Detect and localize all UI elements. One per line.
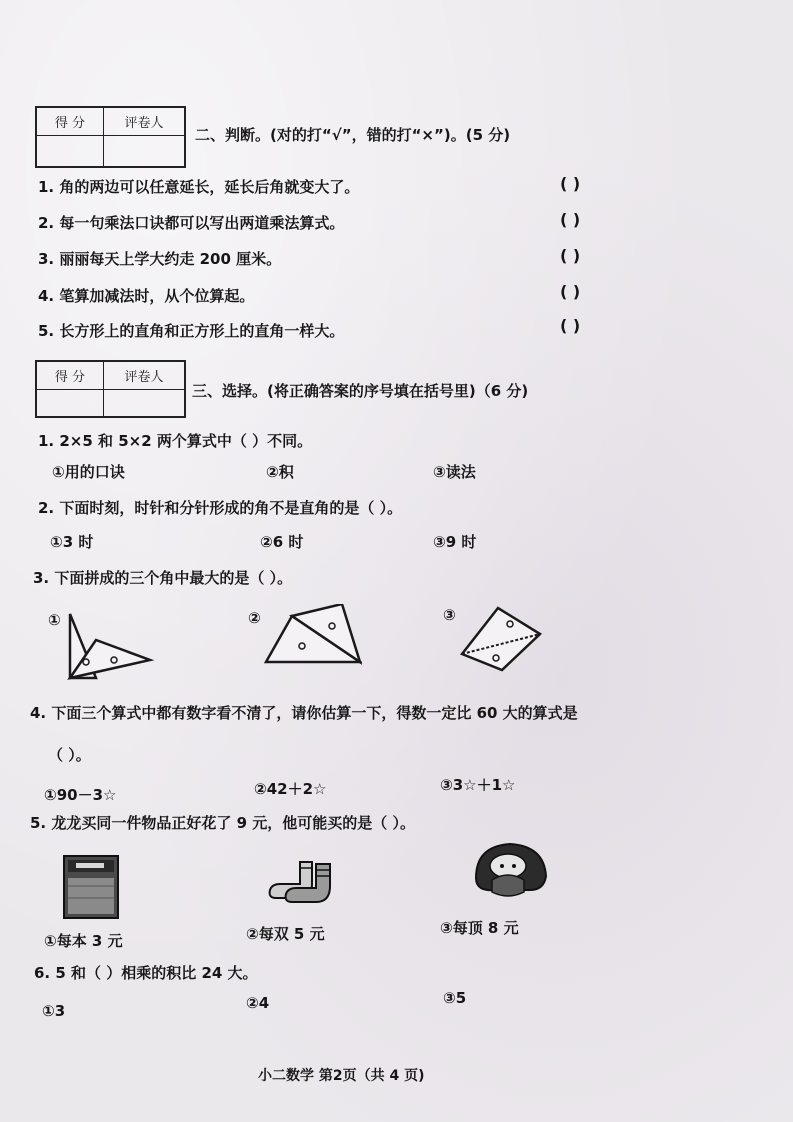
- q2-option-3[interactable]: ③9 时: [433, 533, 477, 551]
- q3-label-1[interactable]: ①: [48, 611, 61, 629]
- judge-question-2: 2. 每一句乘法口诀都可以写出两道乘法算式。: [38, 214, 345, 232]
- q6-option-1[interactable]: ①3: [42, 1002, 66, 1020]
- q4-option-2[interactable]: ②42＋2☆: [254, 780, 327, 798]
- triangle-set-angle-2: [262, 604, 362, 666]
- cap-icon: [468, 840, 550, 902]
- grader-cell[interactable]: [104, 389, 186, 417]
- q2-option-1[interactable]: ①3 时: [50, 533, 94, 551]
- choice-question-6: 6. 5 和（ ）相乘的积比 24 大。: [34, 964, 258, 982]
- q5-option-3[interactable]: ③每顶 8 元: [440, 919, 519, 937]
- socks-icon: [266, 858, 342, 908]
- q4-option-3[interactable]: ③3☆＋1☆: [440, 776, 516, 794]
- q1-option-2[interactable]: ②积: [266, 463, 294, 481]
- q2-option-2[interactable]: ②6 时: [260, 533, 304, 551]
- choice-question-1: 1. 2×5 和 5×2 两个算式中（ ）不同。: [38, 432, 313, 450]
- q5-option-2[interactable]: ②每双 5 元: [246, 925, 325, 943]
- section2-title: 二、判断。(对的打“√”，错的打“×”)。(5 分): [195, 126, 511, 144]
- judge-answer-2[interactable]: ( ): [560, 210, 581, 229]
- judge-answer-4[interactable]: ( ): [560, 282, 581, 301]
- choice-question-2: 2. 下面时刻，时针和分针形成的角不是直角的是（ ）。: [38, 499, 403, 517]
- triangle-set-angle-3: [458, 604, 544, 674]
- grader-label: 评卷人: [104, 361, 186, 389]
- judge-question-3: 3. 丽丽每天上学大约走 200 厘米。: [38, 250, 282, 268]
- notebook-icon: [62, 854, 120, 920]
- judge-question-1: 1. 角的两边可以任意延长，延长后角就变大了。: [38, 178, 360, 196]
- q5-option-1[interactable]: ①每本 3 元: [44, 932, 123, 950]
- choice-question-3: 3. 下面拼成的三个角中最大的是（ ）。: [33, 569, 293, 587]
- q4-option-1[interactable]: ①90－3☆: [44, 786, 117, 804]
- score-label: 得 分: [36, 361, 104, 389]
- score-cell[interactable]: [36, 135, 104, 167]
- q1-option-3[interactable]: ③读法: [433, 463, 476, 481]
- q6-option-3[interactable]: ③5: [443, 989, 467, 1007]
- judge-answer-5[interactable]: ( ): [560, 316, 581, 335]
- q1-option-1[interactable]: ①用的口诀: [52, 463, 125, 481]
- choice-question-4-cont: （ ）。: [48, 746, 91, 764]
- triangle-set-angle-1: [62, 608, 158, 686]
- judge-answer-1[interactable]: ( ): [560, 174, 581, 193]
- score-box-section3: [35, 360, 186, 418]
- judge-answer-3[interactable]: ( ): [560, 246, 581, 265]
- section3-title: 三、选择。(将正确答案的序号填在括号里)（6 分): [192, 382, 529, 400]
- q6-option-2[interactable]: ②4: [246, 994, 270, 1012]
- judge-question-4: 4. 笔算加减法时，从个位算起。: [38, 287, 255, 305]
- q3-label-2[interactable]: ②: [248, 609, 261, 627]
- score-label: 得 分: [36, 107, 104, 135]
- grader-cell[interactable]: [104, 135, 186, 167]
- score-box-section2: [35, 106, 186, 168]
- q3-label-3[interactable]: ③: [443, 606, 456, 624]
- choice-question-5: 5. 龙龙买同一件物品正好花了 9 元，他可能买的是（ ）。: [30, 814, 415, 832]
- grader-label: 评卷人: [104, 107, 186, 135]
- choice-question-4: 4. 下面三个算式中都有数字看不清了，请你估算一下，得数一定比 60 大的算式是: [30, 704, 578, 722]
- page-footer: 小二数学 第2页（共 4 页): [258, 1068, 425, 1084]
- judge-question-5: 5. 长方形上的直角和正方形上的直角一样大。: [38, 322, 345, 340]
- score-cell[interactable]: [36, 389, 104, 417]
